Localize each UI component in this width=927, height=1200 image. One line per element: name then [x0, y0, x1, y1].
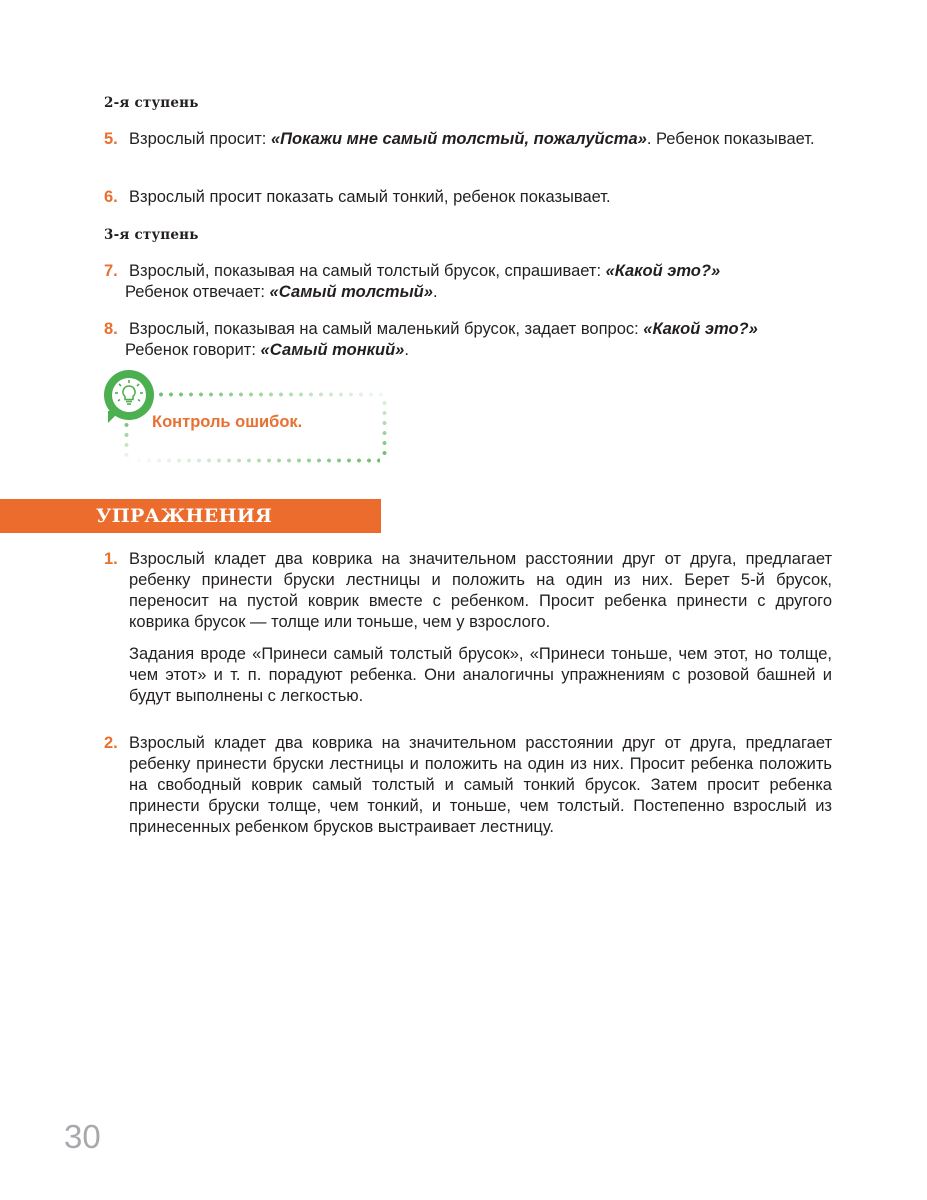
list-item-5: [104, 129, 832, 150]
dotted-border-left: [124, 420, 129, 462]
list-item-8: [104, 319, 832, 361]
exercise-item-1: [104, 549, 832, 707]
item-number: 6.: [104, 188, 118, 206]
stage-3-heading: 3-я ступень: [104, 227, 199, 243]
lightbulb-icon: [104, 370, 154, 420]
item-text: Взрослый кладет два коврика на значительном расстоянии друг от друга, предлагает ребенку принести бруски лестницы и положить на один из них. Берет 5-й брусок, переносит на пустой коврик вместе с ребенком. Просит ребенка принести с другого коврика брусок — толще или тоньше, чем у взрослого.: [129, 550, 832, 631]
item-number: 1.: [104, 550, 118, 568]
section-header-bar: [0, 499, 381, 533]
item-text: Взрослый, показывая на самый толстый брусок, спрашивает: «Какой это?» Ребенок отвечает: «Самый толстый».: [125, 262, 721, 301]
item-number: 7.: [104, 262, 118, 280]
quoted-phrase: «Самый тонкий»: [260, 341, 405, 359]
quoted-phrase: «Самый толстый»: [269, 283, 433, 301]
item-number: 2.: [104, 734, 118, 752]
item-text: Взрослый кладет два коврика на значительном расстоянии друг от друга, предлагает ребенку принести бруски лестницы и положить на один из них. Просит ребенка положить на свободный коврик самый толстый и самый тонкий брусок. Затем просит ребенка принести бруски толще, чем тонкий, и тоньше, чем толстый. Постепенно взрослый из принесенных ребенком брусков выстраивает лестницу.: [129, 734, 832, 836]
item-note: Задания вроде «Принеси самый толстый брусок», «Принеси тоньше, чем этот, но толще, чем этот» и т. п. порадуют ребенка. Они аналогичны упражнениям с розовой башней и будут выполнены с легкостью.: [129, 645, 832, 705]
tip-box: [104, 370, 389, 470]
list-item-6: [104, 187, 832, 208]
item-number: 5.: [104, 130, 118, 148]
item-text: Взрослый просит показать самый тонкий, ребенок показывает.: [129, 188, 611, 206]
list-item-7: [104, 261, 832, 303]
stage-2-heading: 2-я ступень: [104, 95, 199, 111]
quoted-phrase: «Какой это?»: [605, 262, 721, 280]
page-number: 30: [64, 1118, 101, 1155]
dotted-border-top: [156, 392, 384, 397]
item-number: 8.: [104, 320, 118, 338]
dotted-border-bottom: [124, 458, 380, 463]
item-text: Взрослый просит: «Покажи мне самый толстый, пожалуйста». Ребенок показывает.: [129, 130, 815, 148]
section-title: УПРАЖНЕНИЯ: [96, 505, 273, 527]
tip-label: Контроль ошибок.: [152, 413, 303, 431]
exercise-item-2: [104, 733, 832, 838]
dotted-border-right: [382, 398, 387, 456]
quoted-phrase: «Покажи мне самый толстый, пожалуйста»: [270, 130, 647, 148]
quoted-phrase: «Какой это?»: [643, 320, 758, 338]
item-text: Взрослый, показывая на самый маленький брусок, задает вопрос: «Какой это?» Ребенок говорит: «Самый тонкий».: [125, 320, 758, 359]
